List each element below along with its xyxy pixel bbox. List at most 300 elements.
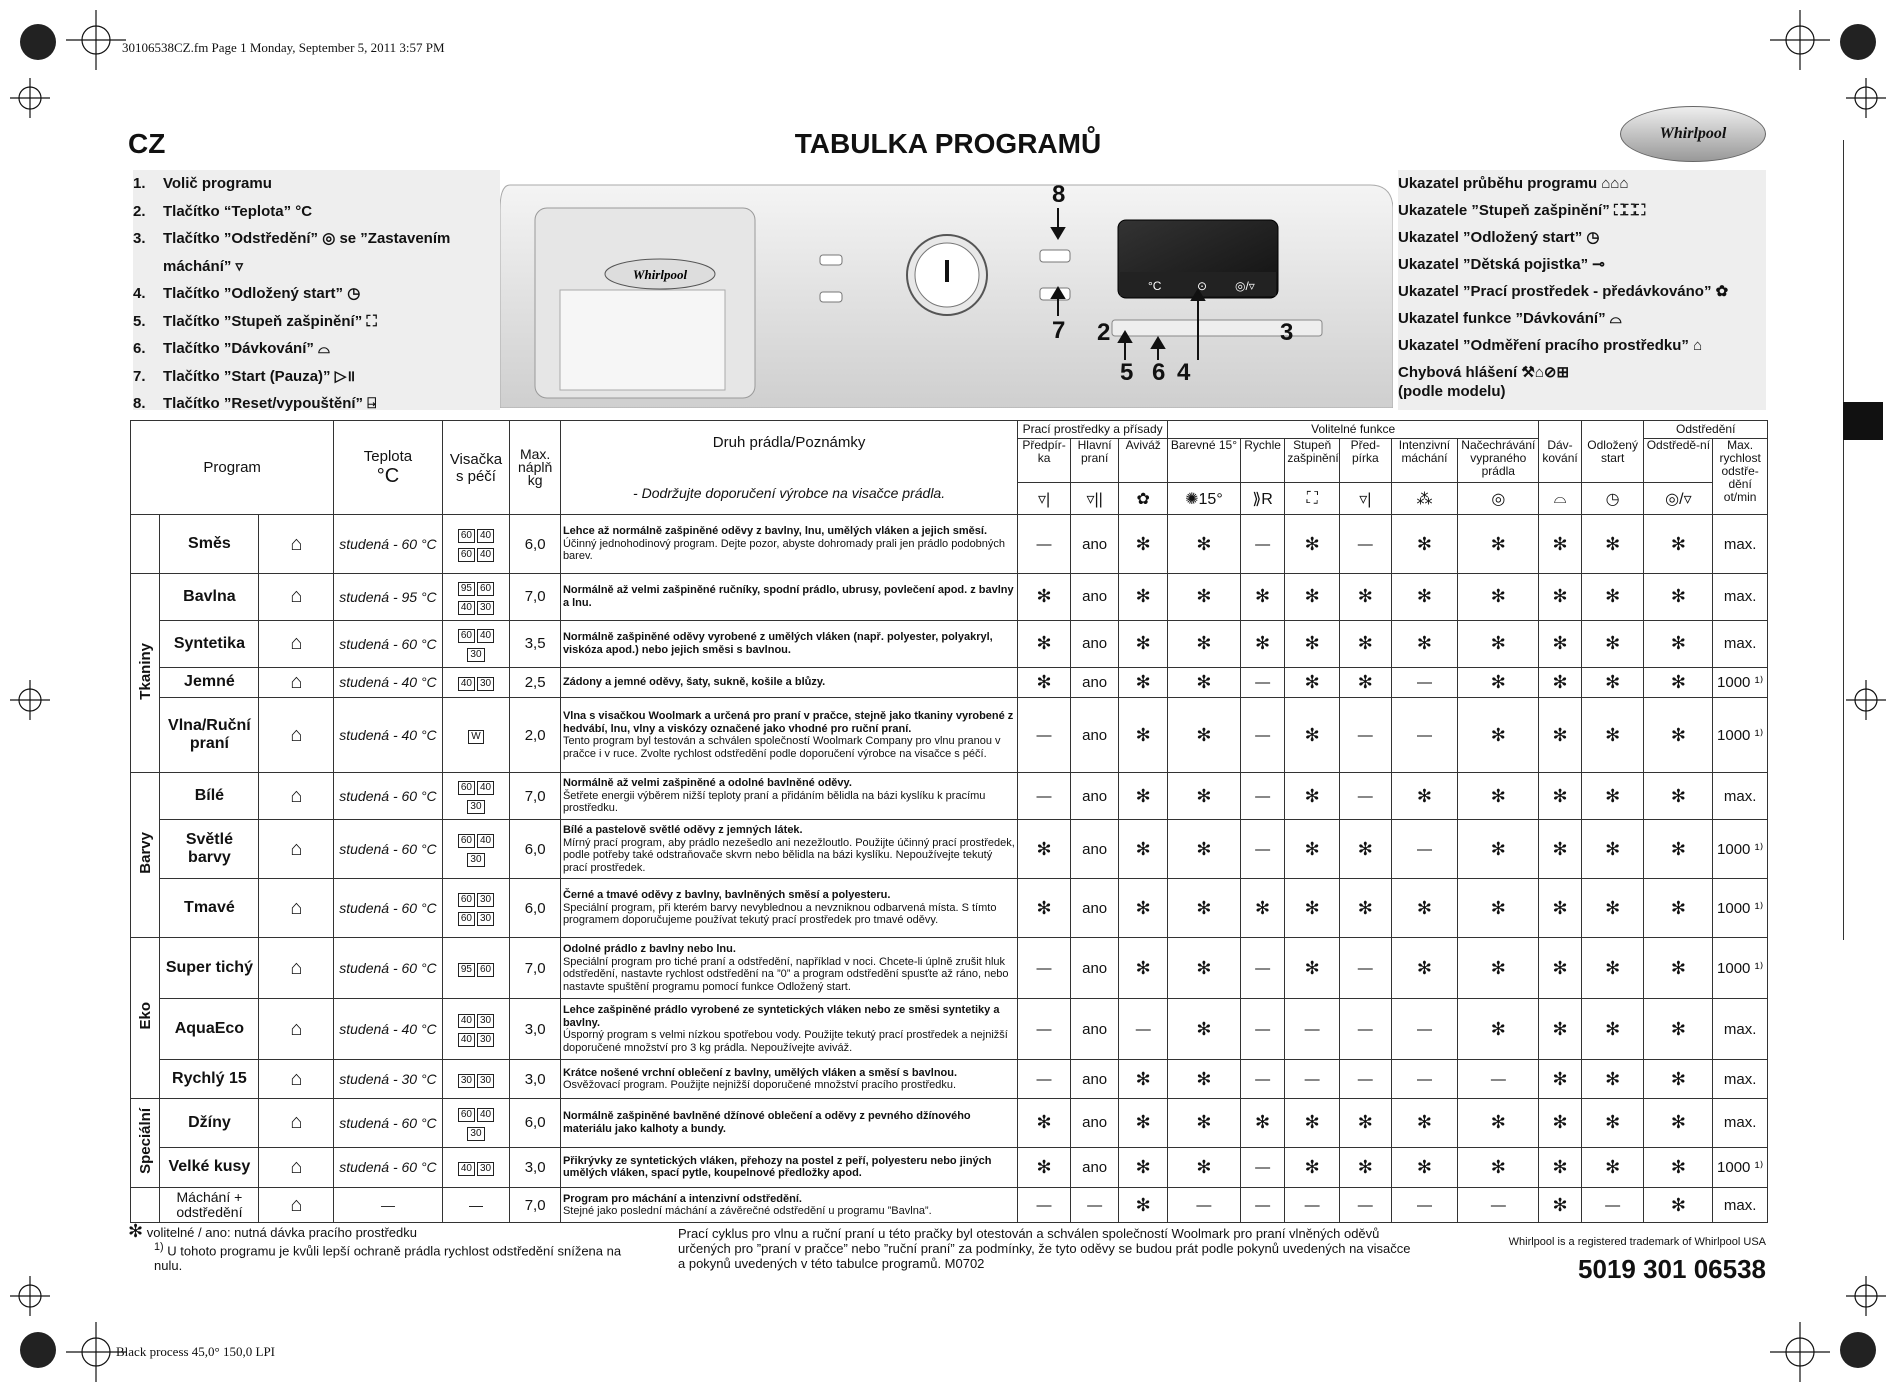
option-value: ✻ — [1168, 1098, 1241, 1147]
option-value: ano — [1070, 620, 1119, 667]
page-edge-line — [1843, 140, 1884, 940]
subheader-cell: Intenzivní máchání — [1391, 439, 1458, 483]
option-value: ✻ — [1018, 574, 1071, 621]
program-icon: ⌂ — [259, 1060, 334, 1099]
max-spin: 1000 ¹⁾ — [1713, 938, 1768, 999]
svg-text:◎/▿: ◎/▿ — [1235, 279, 1255, 293]
option-value: ano — [1070, 1060, 1119, 1099]
wash-temp-badge: 60 — [458, 548, 475, 562]
option-value: — — [1070, 1188, 1119, 1223]
indicator-list — [1398, 170, 1766, 410]
option-value: ✻ — [1458, 820, 1539, 879]
max-spin: max. — [1713, 620, 1768, 667]
description-text: Speciální program, při kterém barvy nevyblednou a nevzniknou odbarvená místa. S tímto programem doporučujeme používat tekutý prací prostředek pro tmavé oděvy. — [562, 901, 997, 927]
control-item — [133, 225, 500, 280]
svg-text:Whirlpool: Whirlpool — [632, 267, 688, 282]
program-name: Super tichý — [160, 938, 259, 999]
svg-text:5: 5 — [1120, 359, 1134, 386]
option-value: ✻ — [1539, 515, 1581, 574]
laundry-description — [560, 1188, 1017, 1223]
trademark: Whirlpool is a registered trademark of Whirlpool USA — [1508, 1236, 1766, 1248]
program-name: Tmavé — [160, 879, 259, 938]
header-note: - Dodržujte doporučení výrobce na visačce prádla. — [633, 485, 946, 501]
max-load: 6,0 — [510, 515, 561, 574]
program-row — [131, 1147, 1768, 1188]
wash-temp-badge: 60 — [458, 529, 475, 543]
option-value: ✻ — [1168, 773, 1241, 820]
option-value: ✻ — [1285, 938, 1340, 999]
option-icon: ⁂ — [1391, 483, 1458, 515]
wash-temp-badge: 30 — [477, 1033, 494, 1047]
control-label: Tlačítko ”Odstředění” ◎ se ”Zastavením máchání” ▿ — [163, 230, 451, 275]
description-bold: Zádony a jemné oděvy, šaty, sukně, košile a blůzy. — [562, 676, 826, 689]
option-value: ✻ — [1644, 698, 1713, 773]
program-row — [131, 999, 1768, 1060]
description-bold: Vlna s visačkou Woolmark a určená pro praní v pračce, stejně jako tkaniny vyrobené z hedvábí, lnu, vlny a viskózy označené jako vhodné pro ruční praní. — [562, 710, 1014, 735]
legend-optional: volitelné / ano: nutná dávka pracího prostředku — [146, 1225, 418, 1240]
description-bold: Lehce zašpiněné prádlo vyrobené ze syntetických vláken nebo ze směsi syntetiky a bavlny. — [562, 1004, 1000, 1029]
option-value: ✻ — [1391, 1147, 1458, 1188]
laundry-description — [560, 820, 1017, 879]
header-detergents: Prací prostředky a přísady — [1018, 421, 1168, 439]
group-special — [131, 1098, 160, 1188]
option-value: ✻ — [1539, 999, 1581, 1060]
option-value: ✻ — [1391, 515, 1458, 574]
program-name: Světlé barvy — [160, 820, 259, 879]
option-value: ano — [1070, 773, 1119, 820]
wash-temp-badge: 40 — [458, 1033, 475, 1047]
wash-temp-badge: 60 — [477, 963, 494, 977]
header-laundry-type-label: Druh prádla/Poznámky — [712, 434, 866, 451]
wash-temp-badge: 95 — [458, 582, 475, 596]
description-text: Účinný jednohodinový program. Dejte pozor, abyste dohromady prali jen prádlo podobných barev. — [562, 537, 1006, 563]
wash-temp-badge: 30 — [467, 648, 484, 662]
temperature-range: studená - 40 °C — [334, 999, 442, 1060]
program-row — [131, 879, 1768, 938]
option-value: — — [1119, 999, 1168, 1060]
option-value: ✻ — [1168, 574, 1241, 621]
option-value: ✻ — [1644, 667, 1713, 698]
option-value: ✻ — [1391, 773, 1458, 820]
option-value: ✻ — [1168, 938, 1241, 999]
max-spin: max. — [1713, 515, 1768, 574]
option-value: — — [1240, 820, 1285, 879]
wash-temp-badge: 30 — [467, 1127, 484, 1141]
program-name: Máchání + odstředění — [160, 1188, 259, 1223]
option-value: ✻ — [1581, 938, 1644, 999]
laundry-description — [560, 574, 1017, 621]
option-value: — — [1339, 773, 1391, 820]
language-code: CZ — [128, 128, 166, 159]
option-value: ✻ — [1240, 574, 1285, 621]
laundry-description — [560, 698, 1017, 773]
option-value: ✻ — [1644, 1098, 1713, 1147]
option-value: — — [1285, 1060, 1340, 1099]
option-value: ✻ — [1539, 620, 1581, 667]
program-row — [131, 574, 1768, 621]
option-value: ✻ — [1119, 667, 1168, 698]
header-spin: Odstředění — [1644, 421, 1768, 439]
subheader-spin-cell: Max. rychlost odstře-dění ot/min — [1713, 439, 1768, 515]
svg-text:4: 4 — [1177, 359, 1191, 386]
option-value: ✻ — [1119, 879, 1168, 938]
header-program: Program — [131, 421, 334, 515]
wash-temp-badge: W — [468, 730, 483, 744]
temperature-range: studená - 60 °C — [334, 820, 442, 879]
control-panel-illustration — [500, 180, 1393, 408]
page-title: TABULKA PROGRAMŮ — [794, 128, 1102, 159]
program-row — [131, 620, 1768, 667]
program-icon: ⌂ — [259, 773, 334, 820]
option-value: ✻ — [1458, 620, 1539, 667]
max-load: 3,0 — [510, 1147, 561, 1188]
temperature-range: studená - 60 °C — [334, 1098, 442, 1147]
option-value: — — [1168, 1188, 1241, 1223]
option-value: ✻ — [1168, 667, 1241, 698]
wash-temp-badge: 40 — [477, 1108, 494, 1122]
option-value: ✻ — [1119, 1147, 1168, 1188]
wash-temp-badge: 40 — [477, 781, 494, 795]
option-icon: ◎ — [1458, 483, 1539, 515]
option-value: ✻ — [1168, 620, 1241, 667]
option-value: ✻ — [1339, 879, 1391, 938]
option-value: — — [1391, 1060, 1458, 1099]
file-info: 30106538CZ.fm Page 1 Monday, September 5, 2011 3:57 PM — [122, 40, 445, 55]
control-number: 8. — [133, 395, 146, 412]
control-item — [133, 308, 500, 336]
option-value: ✻ — [1285, 667, 1340, 698]
option-value: ✻ — [1644, 574, 1713, 621]
group-label: Eko — [136, 1002, 154, 1030]
option-value: — — [1458, 1188, 1539, 1223]
program-row — [131, 1098, 1768, 1147]
option-value: — — [1018, 938, 1071, 999]
option-value: ✻ — [1581, 999, 1644, 1060]
temperature-range: studená - 60 °C — [334, 515, 442, 574]
control-number: 6. — [133, 340, 146, 357]
program-row — [131, 667, 1768, 698]
option-value: — — [1240, 515, 1285, 574]
svg-text:7: 7 — [1052, 317, 1066, 344]
wash-temp-badge: 40 — [477, 529, 494, 543]
description-bold: Program pro máchání a intenzivní odstředění. — [562, 1192, 802, 1205]
option-value: ✻ — [1285, 1098, 1340, 1147]
option-value: ✻ — [1539, 938, 1581, 999]
control-number: 4. — [133, 285, 146, 302]
group-tkaniny — [131, 574, 160, 773]
option-value: ✻ — [1119, 1060, 1168, 1099]
description-text: Šetřete energii výběrem nižší teploty praní a přidáním bělidla na bázi kyslíku k pracímu prostředku. — [562, 789, 986, 815]
indicator-item: Ukazatel ”Prací prostředek - předávkováno” ✿ — [1398, 283, 1729, 300]
option-value: ano — [1070, 667, 1119, 698]
option-value: ✻ — [1644, 515, 1713, 574]
max-load: 3,0 — [510, 1060, 561, 1099]
laundry-description — [560, 515, 1017, 574]
description-bold: Krátce nošené vrchní oblečení z bavlny, umělých vláken a směsí s bavlnou. — [562, 1066, 958, 1079]
care-labels — [442, 1098, 510, 1147]
option-icon: ⌓ — [1539, 483, 1581, 515]
max-load: 7,0 — [510, 773, 561, 820]
option-value: ✻ — [1458, 999, 1539, 1060]
option-value: ano — [1070, 1098, 1119, 1147]
option-value: ✻ — [1644, 938, 1713, 999]
laundry-description — [560, 879, 1017, 938]
program-icon: ⌂ — [259, 820, 334, 879]
control-label: Tlačítko ”Start (Pauza)” ▷॥ — [163, 367, 356, 385]
svg-text:°C: °C — [1148, 279, 1162, 293]
option-value: — — [1240, 938, 1285, 999]
option-value: ✻ — [1539, 1098, 1581, 1147]
option-value: ano — [1070, 938, 1119, 999]
temperature-range: studená - 60 °C — [334, 879, 442, 938]
svg-text:8: 8 — [1052, 181, 1066, 208]
indicator-item: Ukazatel funkce ”Dávkování” ⌓ — [1398, 310, 1622, 327]
svg-text:⊙: ⊙ — [1197, 279, 1208, 293]
wash-temp-badge: 40 — [458, 677, 475, 691]
option-value: ✻ — [1581, 667, 1644, 698]
option-value: ✻ — [1018, 1147, 1071, 1188]
max-load: 7,0 — [510, 938, 561, 999]
option-value: ✻ — [1644, 999, 1713, 1060]
description-bold: Přikrývky ze syntetických vláken, přehozy na postel z peří, polyesteru nebo jiných umělých vláken, spací pytle, koupelnové předložky apod. — [562, 1154, 992, 1180]
option-value: — — [1018, 515, 1071, 574]
header-laundry-type — [560, 421, 1017, 515]
program-icon: ⌂ — [259, 999, 334, 1060]
option-icon: ◷ — [1581, 483, 1644, 515]
group-label: Speciální — [136, 1108, 154, 1174]
option-value: ✻ — [1018, 667, 1071, 698]
program-name: AquaEco — [160, 999, 259, 1060]
option-value: — — [1240, 1188, 1285, 1223]
header-care-label: Visačka s péčí — [442, 421, 510, 515]
celsius-icon: °C — [376, 464, 400, 487]
option-value: ✻ — [1018, 1098, 1071, 1147]
option-value: ✻ — [1458, 1098, 1539, 1147]
option-value: ✻ — [1018, 620, 1071, 667]
wash-temp-badge: — — [468, 1196, 483, 1213]
description-text: Stejné jako poslední máchání a závěrečné odstředění u programu ”Bavlna”. — [562, 1205, 932, 1218]
wash-temp-badge: 60 — [458, 1108, 475, 1122]
group-cell — [131, 515, 160, 574]
description-text: Speciální program pro tiché praní a odstředění, například v noci. Chcete-li úplně zrušit hluk odstředění, nastavte rychlost odstředění na ”0” a program odstředění spusťte až ráno, nebo nastavte spuštění programu pomocí funkce Odložený start. — [562, 955, 1009, 993]
wash-temp-badge: 30 — [458, 1074, 475, 1088]
wash-temp-badge: 40 — [477, 629, 494, 643]
option-value: ✻ — [1581, 1060, 1644, 1099]
wash-temp-badge: 30 — [477, 893, 494, 907]
option-value: — — [1339, 938, 1391, 999]
description-bold: Normálně zašpiněné bavlněné džínové oblečení a oděvy z pevného džínového materiálu jako kalhoty a bundy. — [562, 1110, 971, 1135]
wash-temp-badge: 60 — [458, 893, 475, 907]
option-value: ✻ — [1581, 698, 1644, 773]
option-value: ✻ — [1168, 1147, 1241, 1188]
temperature-range: studená - 30 °C — [334, 1060, 442, 1099]
option-value: ✻ — [1644, 820, 1713, 879]
subheader-cell: Načechrávání vypraného prádla — [1458, 439, 1539, 483]
option-value: ano — [1070, 574, 1119, 621]
wash-temp-badge: 40 — [458, 601, 475, 615]
panel-svg — [500, 180, 1393, 408]
program-name: Směs — [160, 515, 259, 574]
option-value: — — [1391, 999, 1458, 1060]
control-item — [133, 390, 500, 418]
wash-temp-badge: 40 — [458, 1162, 475, 1176]
option-value: ✻ — [1391, 620, 1458, 667]
description-bold: Lehce až normálně zašpiněné oděvy z bavlny, lnu, umělých vláken a jejich směsí. — [562, 525, 988, 538]
option-value: ano — [1070, 1147, 1119, 1188]
description-bold: Černé a tmavé oděvy z bavlny, bavlněných směsí a polyesteru. — [562, 889, 891, 902]
care-labels — [442, 1060, 510, 1099]
option-value: ✻ — [1119, 574, 1168, 621]
program-name: Vlna/Ruční praní — [160, 698, 259, 773]
option-value: ano — [1070, 515, 1119, 574]
option-icon: ▿| — [1018, 483, 1071, 515]
option-value: ✻ — [1285, 879, 1340, 938]
option-value: ✻ — [1240, 1098, 1285, 1147]
option-value: ✻ — [1539, 667, 1581, 698]
option-value: ✻ — [1119, 698, 1168, 773]
option-value: — — [1339, 999, 1391, 1060]
option-value: ✻ — [1644, 773, 1713, 820]
indicator-item: Ukazatel ”Dětská pojistka” ⊸ — [1398, 256, 1605, 273]
option-value: — — [1240, 1147, 1285, 1188]
control-label: Tlačítko ”Dávkování” ⌓ — [163, 340, 330, 357]
control-number: 3. — [133, 230, 146, 247]
option-value: — — [1240, 667, 1285, 698]
option-icon: ⟫R — [1240, 483, 1285, 515]
header-max-load: Max. náplň kg — [510, 421, 561, 515]
option-value: — — [1018, 773, 1071, 820]
option-value: ✻ — [1168, 999, 1241, 1060]
program-name: Velké kusy — [160, 1147, 259, 1188]
laundry-description — [560, 1098, 1017, 1147]
wash-temp-badge: 30 — [477, 1014, 494, 1028]
wash-temp-badge: 30 — [467, 853, 484, 867]
max-spin: max. — [1713, 1098, 1768, 1147]
option-value: ✻ — [1581, 773, 1644, 820]
option-value: ✻ — [1240, 879, 1285, 938]
program-icon: ⌂ — [259, 667, 334, 698]
option-value: ✻ — [1285, 820, 1340, 879]
option-value: ✻ — [1539, 820, 1581, 879]
option-value: ✻ — [1285, 515, 1340, 574]
option-value: ✻ — [1285, 620, 1340, 667]
option-value: ✻ — [1168, 820, 1241, 879]
max-spin: 1000 ¹⁾ — [1713, 879, 1768, 938]
option-value: ✻ — [1119, 515, 1168, 574]
laundry-description — [560, 938, 1017, 999]
option-value: ✻ — [1458, 667, 1539, 698]
option-value: ✻ — [1119, 773, 1168, 820]
option-value: ✻ — [1581, 820, 1644, 879]
option-value: ✻ — [1119, 620, 1168, 667]
program-row — [131, 515, 1768, 574]
option-icon: ✺15° — [1168, 483, 1241, 515]
option-value: ✻ — [1018, 879, 1071, 938]
option-value: — — [1339, 515, 1391, 574]
whirlpool-logo — [1620, 106, 1766, 162]
care-labels — [442, 773, 510, 820]
option-value: — — [1339, 698, 1391, 773]
description-bold: Normálně až velmi zašpiněné ručníky, spodní prádlo, ubrusy, povlečení apod. z bavlny a lnu. — [562, 584, 1014, 609]
option-value: ✻ — [1391, 574, 1458, 621]
option-value: ✻ — [1644, 879, 1713, 938]
program-icon: ⌂ — [259, 515, 334, 574]
wash-temp-badge: 30 — [477, 677, 494, 691]
control-number: 7. — [133, 367, 146, 385]
subheader-spin-cell: Odstředě-ní — [1644, 439, 1713, 483]
option-value: ✻ — [1458, 574, 1539, 621]
option-value: ✻ — [1539, 879, 1581, 938]
subheader-cell: Barevné 15° — [1168, 439, 1241, 483]
control-number: 5. — [133, 312, 146, 330]
wash-temp-badge: 30 — [477, 601, 494, 615]
control-list — [133, 170, 500, 410]
max-spin: max. — [1713, 1060, 1768, 1099]
option-value: ✻ — [1119, 1188, 1168, 1223]
option-value: ✻ — [1458, 938, 1539, 999]
program-name: Syntetika — [160, 620, 259, 667]
care-labels — [442, 515, 510, 574]
description-text: Mírný prací program, aby prádlo nezešedlo ani nezežloutlo. Použijte účinný prací prostředek, podle potřeby také odstraňovače skvrn nebo bělidla na bázi kyslíku. Nepoužívejte tekutý prací prostředek. — [562, 836, 1015, 874]
option-value: — — [1240, 1060, 1285, 1099]
laundry-description — [560, 620, 1017, 667]
header-temperature — [334, 421, 442, 515]
max-load: 6,0 — [510, 879, 561, 938]
max-load: 3,5 — [510, 620, 561, 667]
option-value: — — [1391, 698, 1458, 773]
option-value: ✻ — [1339, 1147, 1391, 1188]
option-value: ✻ — [1581, 1098, 1644, 1147]
care-labels — [442, 1147, 510, 1188]
care-labels — [442, 820, 510, 879]
option-value: ano — [1070, 999, 1119, 1060]
option-value: ✻ — [1339, 667, 1391, 698]
temperature-range: studená - 60 °C — [334, 773, 442, 820]
max-spin: max. — [1713, 773, 1768, 820]
option-value: ✻ — [1119, 820, 1168, 879]
indicator-item: (podle modelu) — [1398, 383, 1506, 400]
option-value: — — [1018, 1188, 1071, 1223]
option-value: ✻ — [1539, 698, 1581, 773]
option-icon: ▿| — [1339, 483, 1391, 515]
wash-temp-badge: 60 — [458, 834, 475, 848]
wash-temp-badge: 40 — [458, 1014, 475, 1028]
document-code: 5019 301 06538 — [1578, 1254, 1766, 1284]
option-value: ✻ — [1119, 1098, 1168, 1147]
print-process: Black process 45,0° 150,0 LPI — [116, 1344, 276, 1359]
option-value: — — [1458, 1060, 1539, 1099]
woolmark-note: Prací cyklus pro vlnu a ruční praní u této pračky byl otestován a schválen společností Woolmark pro praní vlněných oděvů určených pro ”praní v pračce” nebo ”ruční praní” za podmínky, že tyto oděvy se budou prát podle pokynů uvedených na visačce a pokynů uvedených v této tabulce programů. M0702 — [678, 1226, 1411, 1271]
option-value: ✻ — [1458, 515, 1539, 574]
program-row — [131, 820, 1768, 879]
option-value: — — [1391, 820, 1458, 879]
option-value: ✻ — [1458, 773, 1539, 820]
option-icon: ▿|| — [1070, 483, 1119, 515]
max-spin: 1000 ¹⁾ — [1713, 1147, 1768, 1188]
max-spin: 1000 ¹⁾ — [1713, 698, 1768, 773]
option-value: ✻ — [1339, 620, 1391, 667]
option-value: ✻ — [1539, 1147, 1581, 1188]
care-labels — [442, 698, 510, 773]
program-icon: ⌂ — [259, 698, 334, 773]
max-spin: max. — [1713, 574, 1768, 621]
max-spin: max. — [1713, 1188, 1768, 1223]
wash-temp-badge: 30 — [477, 1162, 494, 1176]
option-value: ✻ — [1644, 620, 1713, 667]
max-load: 3,0 — [510, 999, 561, 1060]
control-number: 2. — [133, 202, 146, 220]
indicator-item: Ukazatel ”Odměření pracího prostředku” ⌂ — [1398, 337, 1703, 354]
